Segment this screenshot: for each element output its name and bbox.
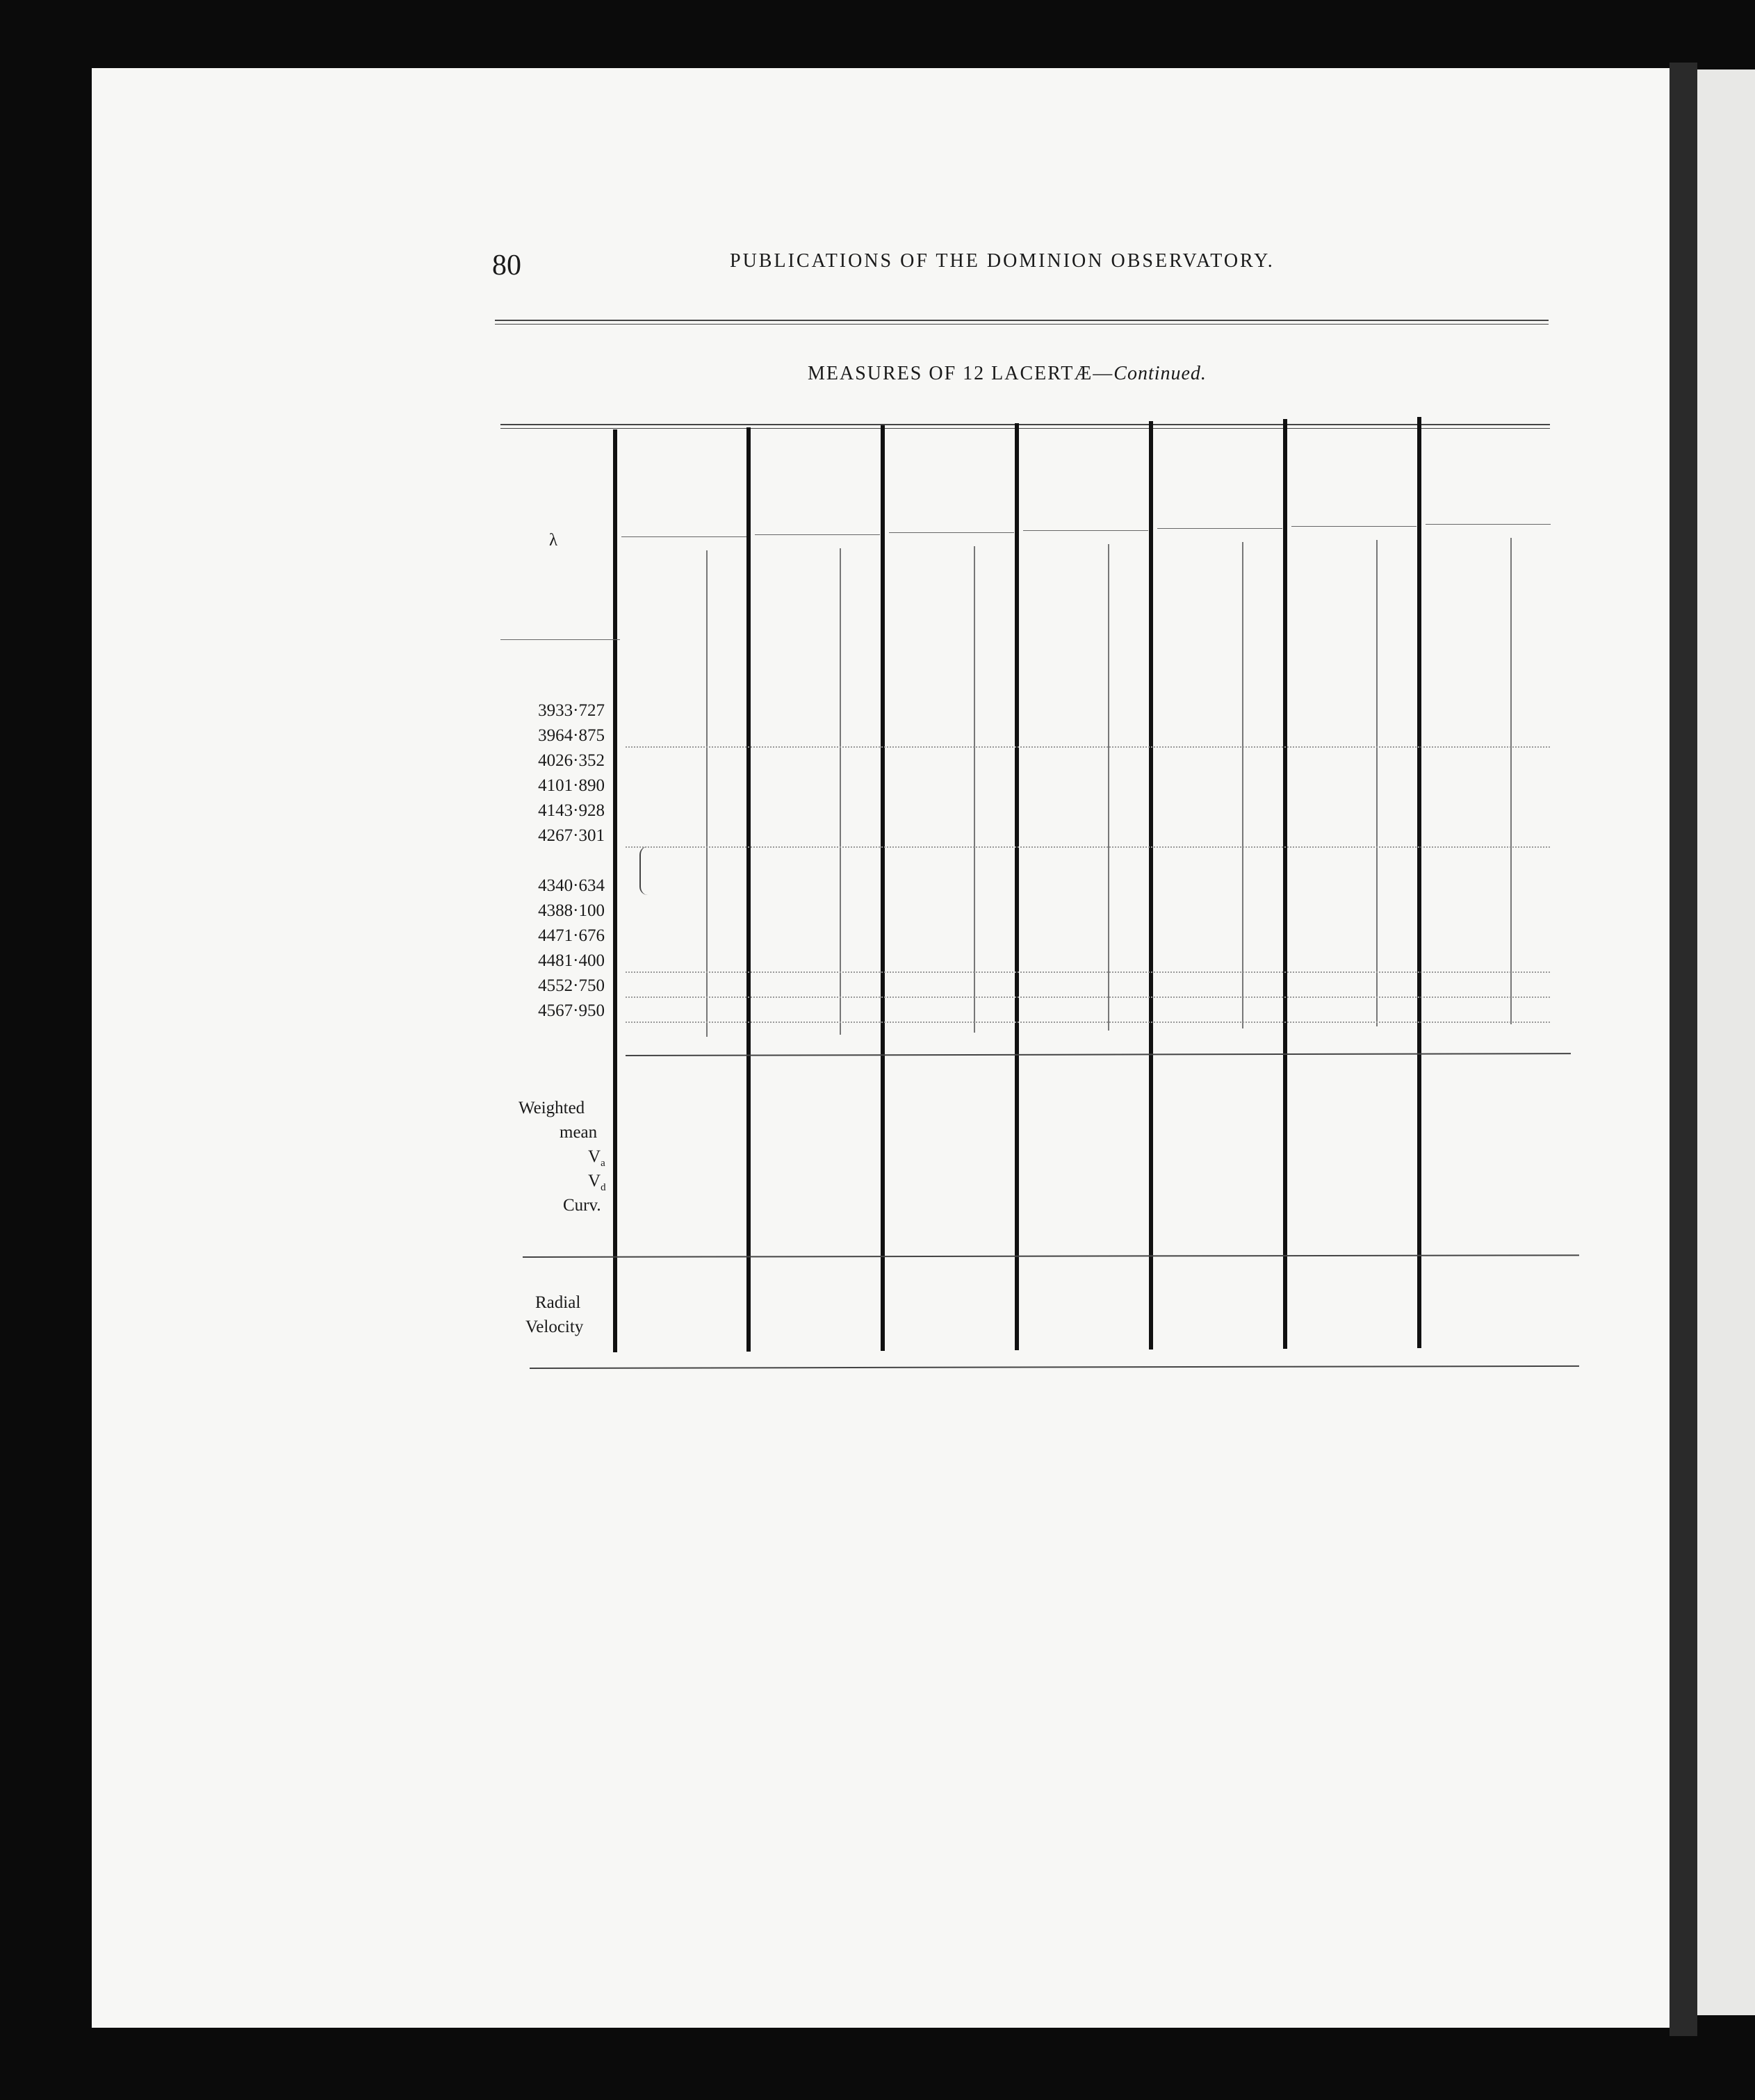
- wavelength-label: 4340·634: [538, 876, 605, 895]
- header-rule: [500, 639, 620, 640]
- vel-wt-divider: [1242, 542, 1243, 1028]
- label-va-v: V: [588, 1147, 601, 1166]
- running-head: PUBLICATIONS OF THE DOMINION OBSERVATORY.: [730, 250, 1275, 272]
- column-rule: [746, 427, 751, 1352]
- dotted-leader: [626, 971, 1550, 973]
- plate-underline: [755, 534, 880, 535]
- wavelength-label: 3964·875: [538, 726, 605, 745]
- plate-underline: [621, 536, 746, 537]
- plate-underline: [1426, 524, 1551, 525]
- next-page-edge: [1697, 69, 1755, 2015]
- dotted-leader: [626, 1022, 1550, 1023]
- plate-underline: [1023, 530, 1148, 531]
- table-title-suffix: Continued.: [1113, 363, 1207, 384]
- vel-wt-divider: [974, 546, 975, 1033]
- vel-wt-divider: [1108, 544, 1109, 1031]
- wavelength-label: 4552·750: [538, 976, 605, 995]
- vel-wt-divider: [706, 550, 708, 1037]
- label-va-sub: a: [601, 1158, 605, 1169]
- label-radial: Radial: [535, 1293, 581, 1312]
- rule: [495, 324, 1549, 325]
- dotted-leader: [626, 996, 1550, 998]
- vel-wt-divider: [1376, 540, 1378, 1026]
- page-number: 80: [492, 249, 521, 281]
- column-rule: [1149, 421, 1153, 1350]
- column-rule: [1015, 423, 1019, 1350]
- table-title: [808, 363, 1207, 385]
- column-rule: [1417, 417, 1421, 1348]
- wavelength-label: 4267·301: [538, 826, 605, 845]
- rule: [500, 424, 1550, 425]
- label-vd: [588, 1172, 606, 1193]
- wavelength-label: 4388·100: [538, 901, 605, 920]
- label-vd-sub: d: [601, 1182, 606, 1193]
- label-curv: Curv.: [563, 1196, 601, 1215]
- vel-wt-divider: [1510, 538, 1512, 1024]
- wavelength-label: 3933·727: [538, 701, 605, 720]
- plate-underline: [1157, 528, 1282, 529]
- lambda-header: λ: [549, 531, 558, 550]
- column-rule: [613, 429, 617, 1352]
- label-va: [588, 1148, 605, 1169]
- label-vd-v: V: [588, 1172, 601, 1190]
- dotted-leader: [626, 746, 1550, 748]
- wavelength-label: 4026·352: [538, 751, 605, 770]
- plate-underline: [1291, 526, 1417, 527]
- table-title-main: MEASURES OF 12 LACERTÆ—: [808, 363, 1114, 384]
- wavelength-label: 4101·890: [538, 776, 605, 795]
- rule: [495, 320, 1549, 321]
- brace: [639, 846, 648, 895]
- vel-wt-divider: [840, 548, 841, 1035]
- binding-shadow: [1670, 63, 1697, 2036]
- wavelength-label: 4471·676: [538, 926, 605, 945]
- label-velocity: Velocity: [525, 1318, 584, 1336]
- dotted-leader: [626, 846, 1550, 848]
- label-mean: mean: [560, 1123, 598, 1142]
- column-rule: [1283, 419, 1287, 1349]
- rule: [500, 428, 1550, 429]
- wavelength-label: 4143·928: [538, 801, 605, 820]
- plate-underline: [889, 532, 1014, 533]
- label-weighted: Weighted: [519, 1099, 585, 1117]
- column-rule: [881, 425, 885, 1351]
- wavelength-label: 4567·950: [538, 1001, 605, 1020]
- wavelength-label: 4481·400: [538, 951, 605, 970]
